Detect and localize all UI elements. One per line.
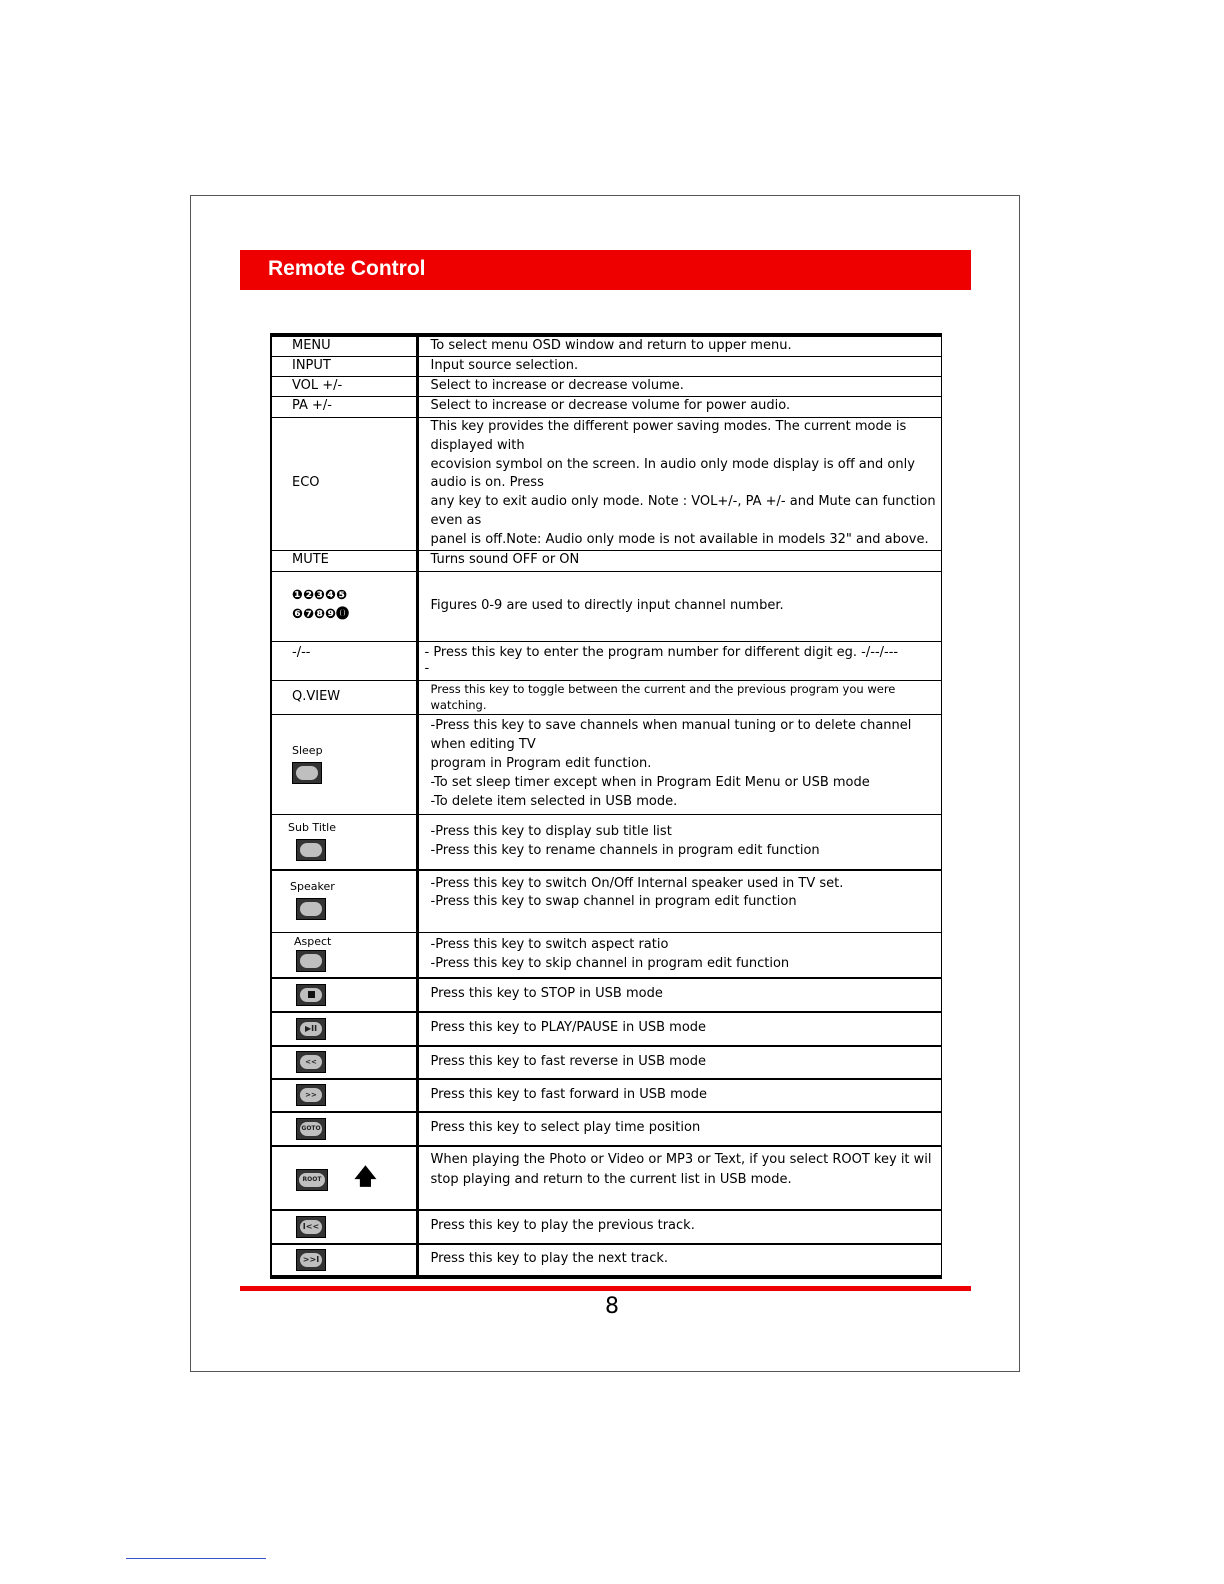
sleep-key xyxy=(271,715,417,815)
fast-reverse-button-icon: << xyxy=(296,1051,326,1073)
key-description xyxy=(417,417,942,550)
description-line: -Press this key to switch On/Off Internal speaker used in TV set. xyxy=(430,875,844,891)
root-key xyxy=(271,1146,417,1210)
number-keys-row: ❶❷❸❹❺ xyxy=(292,588,348,604)
description-line: When playing the Photo or Video or MP3 or Text, if you select ROOT key it wil xyxy=(430,1151,932,1167)
key-description: To select menu OSD window and return to upper menu. xyxy=(417,335,942,356)
sleep-button-icon xyxy=(292,762,322,784)
description-line: - xyxy=(424,660,430,676)
key-description: Press this key to fast reverse in USB mode xyxy=(417,1046,942,1079)
key-description: Press this key to STOP in USB mode xyxy=(417,978,942,1012)
table-row xyxy=(271,978,942,1012)
aspect-button-icon xyxy=(296,950,326,972)
table-row xyxy=(271,571,942,641)
speaker-key xyxy=(271,870,417,933)
number-keys xyxy=(271,571,417,641)
description-line: -Press this key to swap channel in program edit function xyxy=(430,894,797,910)
key-name: VOL +/- xyxy=(271,376,417,396)
table-row xyxy=(271,815,942,870)
stop-button-icon xyxy=(296,984,326,1006)
table-row xyxy=(271,396,942,417)
description-line: program in Program edit function. xyxy=(430,756,652,772)
key-description xyxy=(417,715,942,815)
key-description xyxy=(417,815,942,870)
description-line: any key to exit audio only mode. Note : VOL+/-, PA +/- and Mute can function even as xyxy=(430,494,936,529)
description-line: -Press this key to display sub title list xyxy=(430,824,672,839)
key-name: INPUT xyxy=(271,356,417,376)
table-row xyxy=(271,1112,942,1146)
table-row xyxy=(271,356,942,376)
play-pause-button-icon: ▶II xyxy=(296,1018,326,1040)
key-name: PA +/- xyxy=(271,396,417,417)
table-row xyxy=(271,1146,942,1210)
description-line: ecovision symbol on the screen. In audio only mode display is off and only audio is on. Press xyxy=(430,456,915,491)
play-pause-key xyxy=(271,1012,417,1046)
next-track-key xyxy=(271,1244,417,1277)
description-line: - Press this key to enter the program number for different digit eg. -/--/--- xyxy=(424,645,899,661)
key-description: Press this key to fast forward in USB mode xyxy=(417,1079,942,1112)
footer-bar xyxy=(240,1286,971,1291)
description-line: -Press this key to rename channels in program edit function xyxy=(430,842,820,858)
description-line: -Press this key to save channels when manual tuning or to delete channel when editing TV xyxy=(430,718,912,753)
subtitle-key xyxy=(271,815,417,870)
key-name: Q.VIEW xyxy=(271,680,417,714)
key-description xyxy=(417,870,942,933)
key-label: Speaker xyxy=(290,880,335,894)
key-description xyxy=(417,933,942,978)
subtitle-button-icon xyxy=(296,839,326,861)
key-description: Figures 0-9 are used to directly input channel number. xyxy=(417,571,942,641)
fast-forward-key xyxy=(271,1079,417,1112)
table-row xyxy=(271,680,942,714)
goto-button-icon: GOTO xyxy=(296,1118,326,1140)
stop-key xyxy=(271,978,417,1012)
key-name: MENU xyxy=(271,335,417,356)
key-description: Select to increase or decrease volume. xyxy=(417,376,942,396)
section-title-bar xyxy=(240,250,971,290)
table-row xyxy=(271,1210,942,1244)
key-name: ECO xyxy=(271,417,417,550)
key-name: -/-- xyxy=(271,641,417,680)
key-label: Aspect xyxy=(294,935,332,949)
key-label: Sleep xyxy=(292,743,323,757)
table-row xyxy=(271,1244,942,1277)
fast-forward-button-icon: >> xyxy=(296,1084,326,1106)
table-row xyxy=(271,933,942,978)
description-line: -To set sleep timer except when in Program Edit Menu or USB mode xyxy=(430,775,870,791)
description-line: stop playing and return to the current list in USB mode. xyxy=(430,1171,792,1187)
table-row xyxy=(271,550,942,571)
table-row xyxy=(271,1079,942,1112)
aspect-key xyxy=(271,933,417,978)
table-row xyxy=(271,1012,942,1046)
key-description xyxy=(417,1146,942,1210)
table-row xyxy=(271,1046,942,1079)
key-name: MUTE xyxy=(271,550,417,571)
table-row xyxy=(271,417,942,550)
table-row xyxy=(271,376,942,396)
key-description: Press this key to toggle between the current and the previous program you were watching. xyxy=(417,680,942,714)
key-description: Press this key to select play time position xyxy=(417,1112,942,1146)
key-description xyxy=(417,641,942,680)
goto-key xyxy=(271,1112,417,1146)
next-track-icon: >>I xyxy=(296,1249,326,1271)
table-row xyxy=(271,641,942,680)
previous-track-key xyxy=(271,1210,417,1244)
table-row xyxy=(271,715,942,815)
section-title: Remote Control xyxy=(268,257,426,280)
footnote-rule xyxy=(126,1558,266,1559)
remote-key-table xyxy=(270,333,942,1279)
fast-reverse-key xyxy=(271,1046,417,1079)
key-description: Press this key to play the next track. xyxy=(417,1244,942,1277)
description-line: -Press this key to switch aspect ratio xyxy=(430,937,669,952)
description-line: -To delete item selected in USB mode. xyxy=(430,793,678,809)
table-row xyxy=(271,870,942,933)
key-description: Input source selection. xyxy=(417,356,942,376)
page-number: 8 xyxy=(605,1294,619,1319)
key-description: Press this key to PLAY/PAUSE in USB mode xyxy=(417,1012,942,1046)
number-keys-row: ❻❼❽❾⓿ xyxy=(292,607,350,623)
speaker-button-icon xyxy=(296,898,326,920)
key-description: Select to increase or decrease volume for power audio. xyxy=(417,396,942,417)
table-row xyxy=(271,335,942,356)
description-line: This key provides the different power saving modes. The current mode is displayed with xyxy=(430,418,907,453)
key-description: Press this key to play the previous track. xyxy=(417,1210,942,1244)
key-label: Sub Title xyxy=(288,820,337,834)
previous-track-icon: I<< xyxy=(296,1216,326,1238)
key-description: Turns sound OFF or ON xyxy=(417,550,942,571)
root-button-icon: ROOT xyxy=(296,1169,328,1191)
description-line: -Press this key to skip channel in program edit function xyxy=(430,955,790,971)
up-arrow-icon: 🡅 xyxy=(354,1164,377,1190)
description-line: panel is off.Note: Audio only mode is not available in models 32" and above. xyxy=(430,531,929,547)
